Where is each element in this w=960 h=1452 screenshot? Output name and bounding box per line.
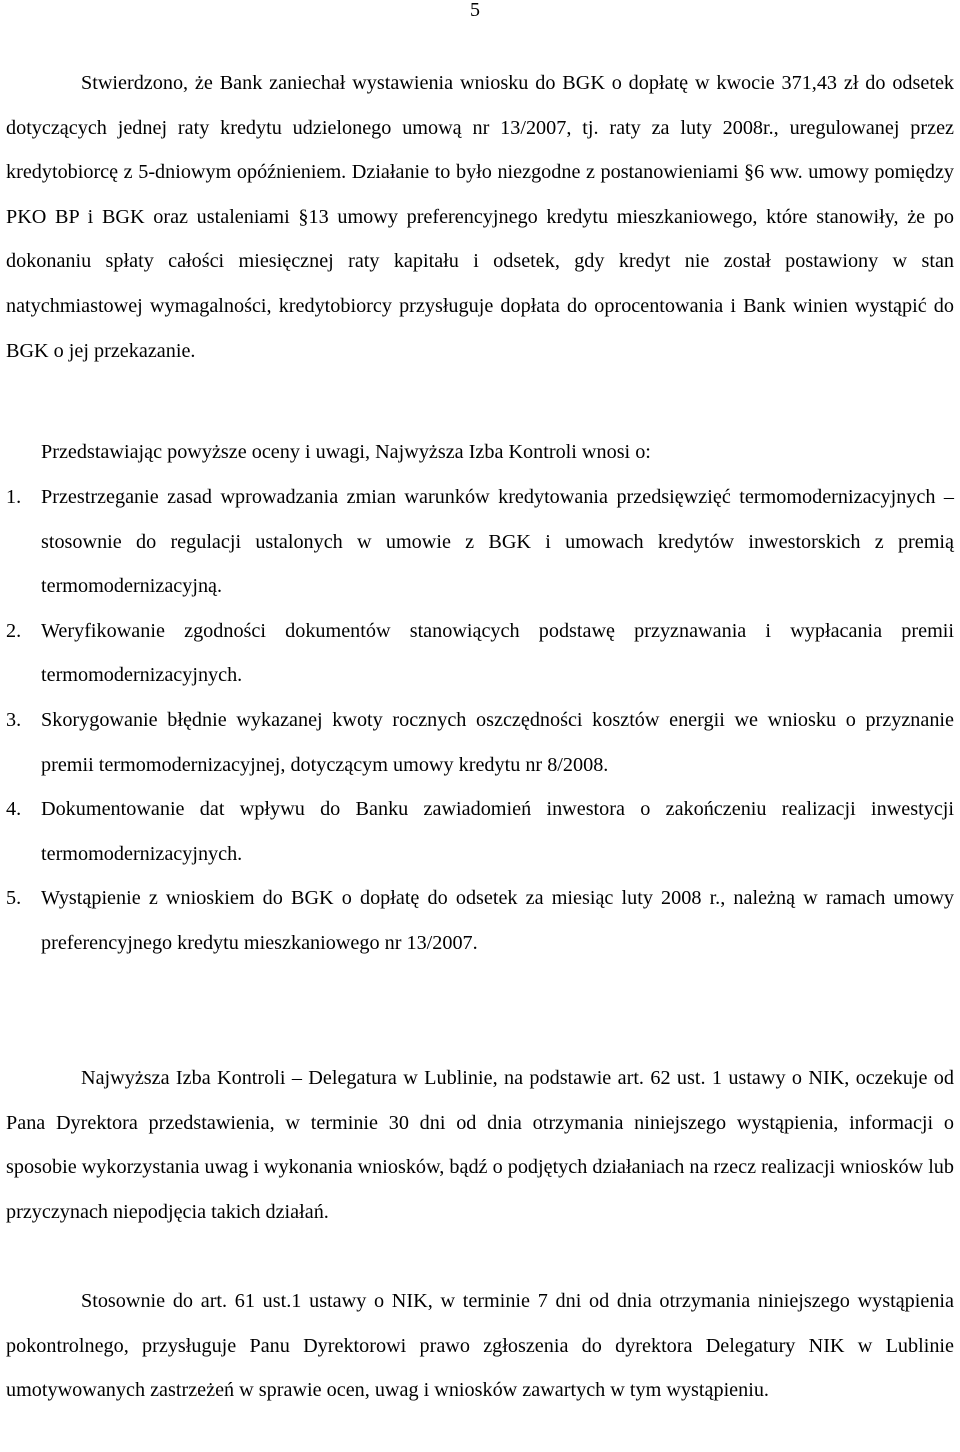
list-item xyxy=(6,876,954,965)
rights-paragraph: Stosownie do art. 61 ust.1 ustawy o NIK, w terminie 7 dni od dnia otrzymania niniejszego wystąpienia pokontrolnego, przysługuje Panu Dyrektorowi prawo zgłoszenia do dyrektora Delegatury NIK w Lublinie umotywowanych zastrzeżeń w sprawie ocen, uwag i wniosków zawartych w tym wystąpieniu. xyxy=(6,1290,954,1402)
page-number: 5 xyxy=(470,0,480,21)
list-item-number: 1. xyxy=(6,486,22,508)
expectation-paragraph: Najwyższa Izba Kontroli – Delegatura w Lublinie, na podstawie art. 62 ust. 1 ustawy o NIK, oczekuje od Pana Dyrektora przedstawienia, w terminie 30 dni od dnia otrzymania niniejszego wystąpienia, informacji o sposobie wykorzystania uwag i wykonania wniosków, bądź o podjętych działaniach na rzecz realizacji wniosków lub przyczynach niepodjęcia takich działań. xyxy=(6,1067,954,1223)
list-item-text: Skorygowanie błędnie wykazanej kwoty rocznych oszczędności kosztów energii we wniosku o przyznanie premii termomodernizacyjnej, dotyczącym umowy kredytu nr 8/2008. xyxy=(41,708,954,776)
recommendations-intro: Przedstawiając powyższe oceny i uwagi, Najwyższa Izba Kontroli wnosi o: xyxy=(41,441,651,463)
list-item xyxy=(6,787,954,876)
list-item-number: 3. xyxy=(6,708,22,731)
list-item-text: Wystąpienie z wnioskiem do BGK o dopłatę do odsetek za miesiąc luty 2008 r., należną w ramach umowy preferencyjnego kredytu mieszkaniowego nr 13/2007. xyxy=(41,887,954,954)
list-item-number: 2. xyxy=(6,619,22,642)
list-item-text: Dokumentowanie dat wpływu do Banku zawiadomień inwestora o zakończeniu realizacji inwestycji termomodernizacyjnych. xyxy=(41,798,954,865)
recommendations-list xyxy=(6,475,954,966)
list-item-number: 4. xyxy=(6,798,22,821)
list-item-text: Przestrzeganie zasad wprowadzania zmian warunków kredytowania przedsięwzięć termomodernizacyjnych – stosownie do regulacji ustalonych w umowie z BGK i umowach kredytów inwestorskich z premią termomodernizacyjną. xyxy=(41,486,954,598)
list-item xyxy=(6,609,954,698)
list-item xyxy=(6,475,954,609)
list-item xyxy=(6,698,954,787)
finding-paragraph: Stwierdzono, że Bank zaniechał wystawienia wniosku do BGK o dopłatę w kwocie 371,43 zł do odsetek dotyczących jednej raty kredytu udzielonego umową nr 13/2007, tj. raty za luty 2008r., uregulowanej przez kredytobiorcę z 5-dniowym opóźnieniem. Działanie to było niezgodne z postanowieniami §6 ww. umowy pomiędzy PKO BP i BGK oraz ustaleniami §13 umowy preferencyjnego kredytu mieszkaniowego, które stanowiły, że po dokonaniu spłaty całości miesięcznej raty kapitału i odsetek, gdy kredyt nie został postawiony w stan natychmiastowej wymagalności, kredytobiorcy przysługuje dopłata do oprocentowania i Bank winien wystąpić do BGK o jej przekazanie. xyxy=(6,72,954,362)
list-item-number: 5. xyxy=(6,887,22,910)
list-item-text: Weryfikowanie zgodności dokumentów stanowiących podstawę przyznawania i wypłacania premii termomodernizacyjnych. xyxy=(41,619,954,687)
